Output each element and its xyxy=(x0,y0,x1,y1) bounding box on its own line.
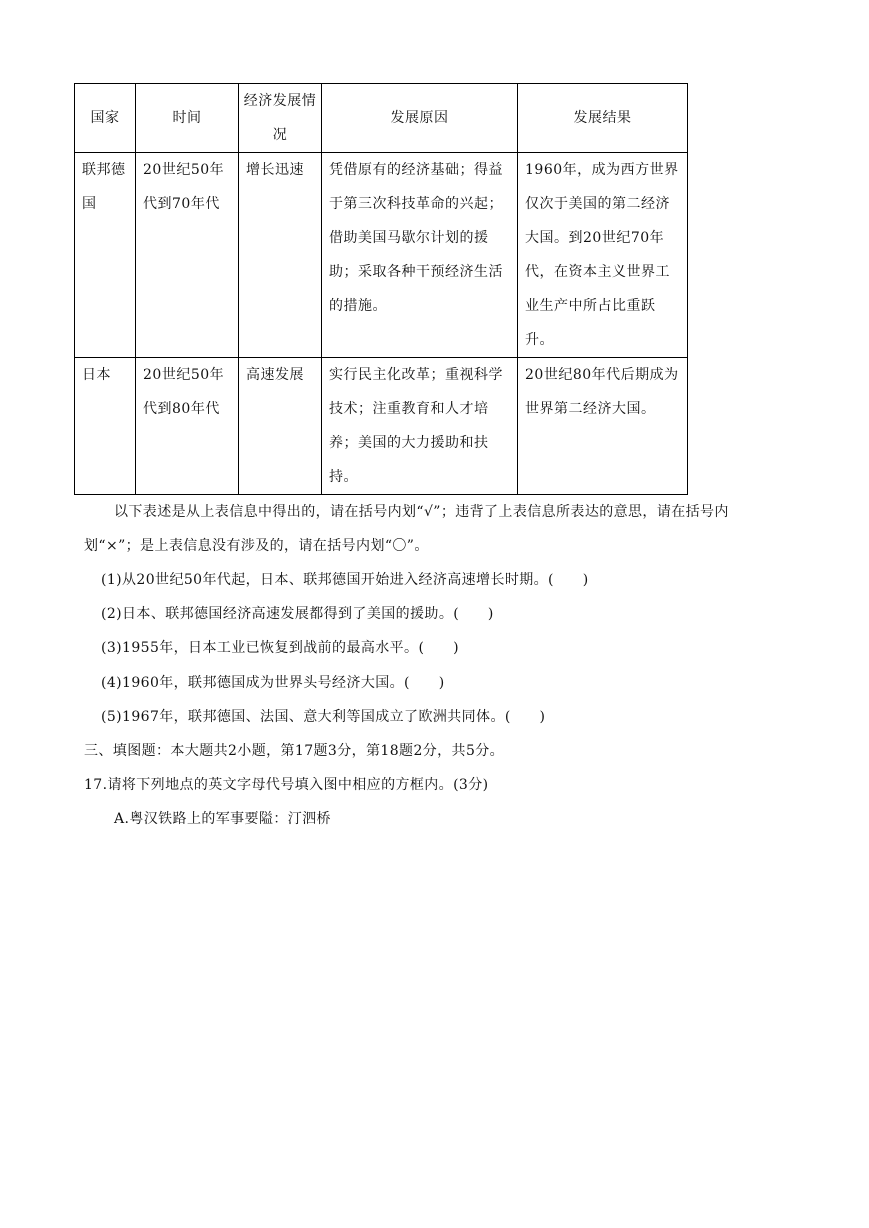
header-time: 时间 xyxy=(136,84,239,153)
instruction-line-2: 划“×”；是上表信息没有涉及的，请在括号内划“〇”。 xyxy=(84,538,429,554)
table-header-row xyxy=(75,84,688,153)
cell-reason: 凭借原有的经济基础；得益于第三次科技革命的兴起；借助美国马歇尔计划的援助；采取各种干预经济生活的措施。 xyxy=(322,153,518,358)
header-result: 发展结果 xyxy=(518,84,688,153)
cell-time: 20世纪50年代到80年代 xyxy=(136,358,239,495)
question-17: 17.请将下列地点的英文字母代号填入图中相应的方框内。(3分) xyxy=(84,777,489,793)
question-4: (4)1960年，联邦德国成为世界头号经济大国。( ) xyxy=(101,675,445,691)
table-row xyxy=(75,153,688,358)
cell-result: 1960年，成为西方世界仅次于美国的第二经济大国。到20世纪70年代，在资本主义世界工业生产中所占比重跃升。 xyxy=(518,153,688,358)
question-5: (5)1967年，联邦德国、法国、意大利等国成立了欧洲共同体。( ) xyxy=(101,709,546,725)
question-17-item-a: A.粤汉铁路上的军事要隘：汀泗桥 xyxy=(114,811,331,827)
cell-country: 联邦德国 xyxy=(75,153,136,358)
instruction-line-1: 以下表述是从上表信息中得出的，请在括号内划“√”；违背了上表信息所表达的意思，请在括号内 xyxy=(114,504,729,520)
section-3-title: 三、填图题：本大题共2小题，第17题3分，第18题2分，共5分。 xyxy=(84,743,505,759)
header-status: 经济发展情况 xyxy=(239,84,322,153)
header-country: 国家 xyxy=(75,84,136,153)
cell-reason: 实行民主化改革；重视科学技术；注重教育和人才培养；美国的大力援助和扶持。 xyxy=(322,358,518,495)
header-reason: 发展原因 xyxy=(322,84,518,153)
cell-country: 日本 xyxy=(75,358,136,495)
question-3: (3)1955年，日本工业已恢复到战前的最高水平。( ) xyxy=(101,640,459,656)
cell-status: 增长迅速 xyxy=(239,153,322,358)
economy-comparison-table xyxy=(74,83,688,495)
question-2: (2)日本、联邦德国经济高速发展都得到了美国的援助。( ) xyxy=(101,606,494,622)
table-row xyxy=(75,358,688,495)
cell-status: 高速发展 xyxy=(239,358,322,495)
cell-time: 20世纪50年代到70年代 xyxy=(136,153,239,358)
cell-result: 20世纪80年代后期成为世界第二经济大国。 xyxy=(518,358,688,495)
question-1: (1)从20世纪50年代起，日本、联邦德国开始进入经济高速增长时期。( ) xyxy=(101,572,589,588)
